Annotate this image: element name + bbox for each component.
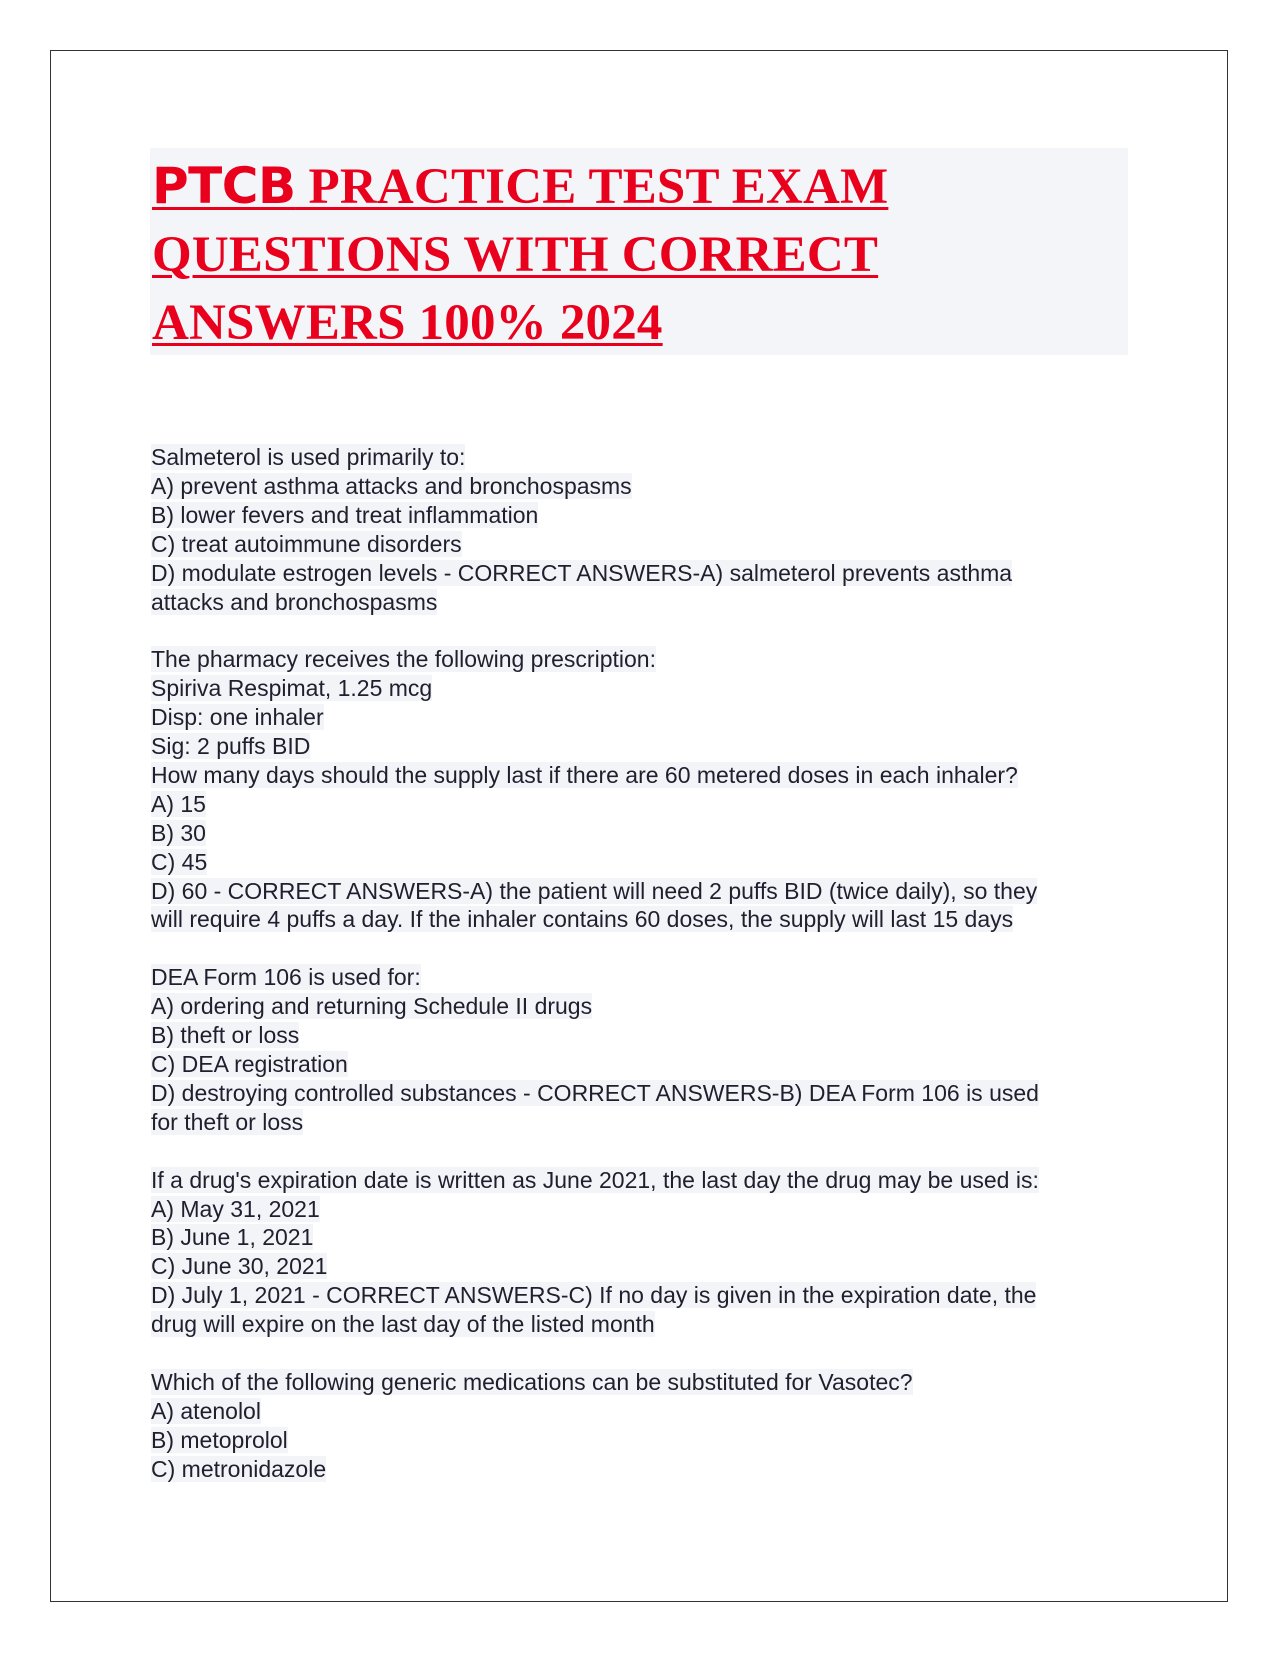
answer-option: B) lower fevers and treat inflammation <box>151 501 539 528</box>
answer-option: A) May 31, 2021 <box>151 1195 320 1222</box>
title-line-2: QUESTIONS WITH CORRECT <box>152 227 879 283</box>
answer-option: C) 45 <box>151 848 208 875</box>
correct-answer-line: D) July 1, 2021 - CORRECT ANSWERS-C) If no day is given in the expiration date, the <box>151 1282 1037 1309</box>
answer-option: C) treat autoimmune disorders <box>151 530 462 557</box>
correct-answer-line: D) 60 - CORRECT ANSWERS-A) the patient will need 2 puffs BID (twice daily), so they <box>151 877 1038 904</box>
title-line-1: PRACTICE TEST EXAM <box>295 159 889 215</box>
answer-option: A) atenolol <box>151 1397 261 1424</box>
correct-answer-line: drug will expire on the last day of the listed month <box>151 1311 655 1338</box>
answer-option: C) metronidazole <box>151 1455 327 1482</box>
correct-answer-line: will require 4 puffs a day. If the inhaler contains 60 doses, the supply will last 15 days <box>151 906 1014 933</box>
answer-option: B) theft or loss <box>151 1022 300 1049</box>
title-line-3: ANSWERS 100% 2024 <box>152 295 663 351</box>
question-prompt: If a drug's expiration date is written as June 2021, the last day the drug may be used is: <box>151 1166 1039 1193</box>
answer-option: B) June 1, 2021 <box>151 1224 314 1251</box>
question-2 <box>151 645 1141 934</box>
answer-option: A) prevent asthma attacks and bronchospasms <box>151 472 632 499</box>
document-title <box>152 152 1122 357</box>
prescription-detail: Sig: 2 puffs BID <box>151 733 311 760</box>
question-prompt: Which of the following generic medications can be substituted for Vasotec? <box>151 1368 913 1395</box>
answer-option: A) 15 <box>151 790 206 817</box>
question-1 <box>151 443 1141 616</box>
title-acronym: PTCB <box>152 157 296 215</box>
answer-option: B) 30 <box>151 819 206 846</box>
question-4 <box>151 1166 1141 1339</box>
question-list <box>151 443 1141 1512</box>
correct-answer-line: for theft or loss <box>151 1108 304 1135</box>
question-prompt: DEA Form 106 is used for: <box>151 964 421 991</box>
correct-answer-line: D) modulate estrogen levels - CORRECT ANSWERS-A) salmeterol prevents asthma <box>151 559 1013 586</box>
question-detail: How many days should the supply last if there are 60 metered doses in each inhaler? <box>151 761 1018 788</box>
prescription-detail: Disp: one inhaler <box>151 704 324 731</box>
answer-option: A) ordering and returning Schedule II drugs <box>151 993 593 1020</box>
question-prompt: The pharmacy receives the following prescription: <box>151 646 656 673</box>
prescription-detail: Spiriva Respimat, 1.25 mcg <box>151 675 433 702</box>
answer-option: C) June 30, 2021 <box>151 1253 328 1280</box>
answer-option: B) metoprolol <box>151 1426 288 1453</box>
question-3 <box>151 963 1141 1136</box>
question-prompt: Salmeterol is used primarily to: <box>151 444 466 470</box>
answer-option: C) DEA registration <box>151 1051 348 1077</box>
correct-answer-line: D) destroying controlled substances - CORRECT ANSWERS-B) DEA Form 106 is used <box>151 1079 1039 1106</box>
correct-answer-line: attacks and bronchospasms <box>151 588 438 615</box>
question-5 <box>151 1368 1141 1484</box>
